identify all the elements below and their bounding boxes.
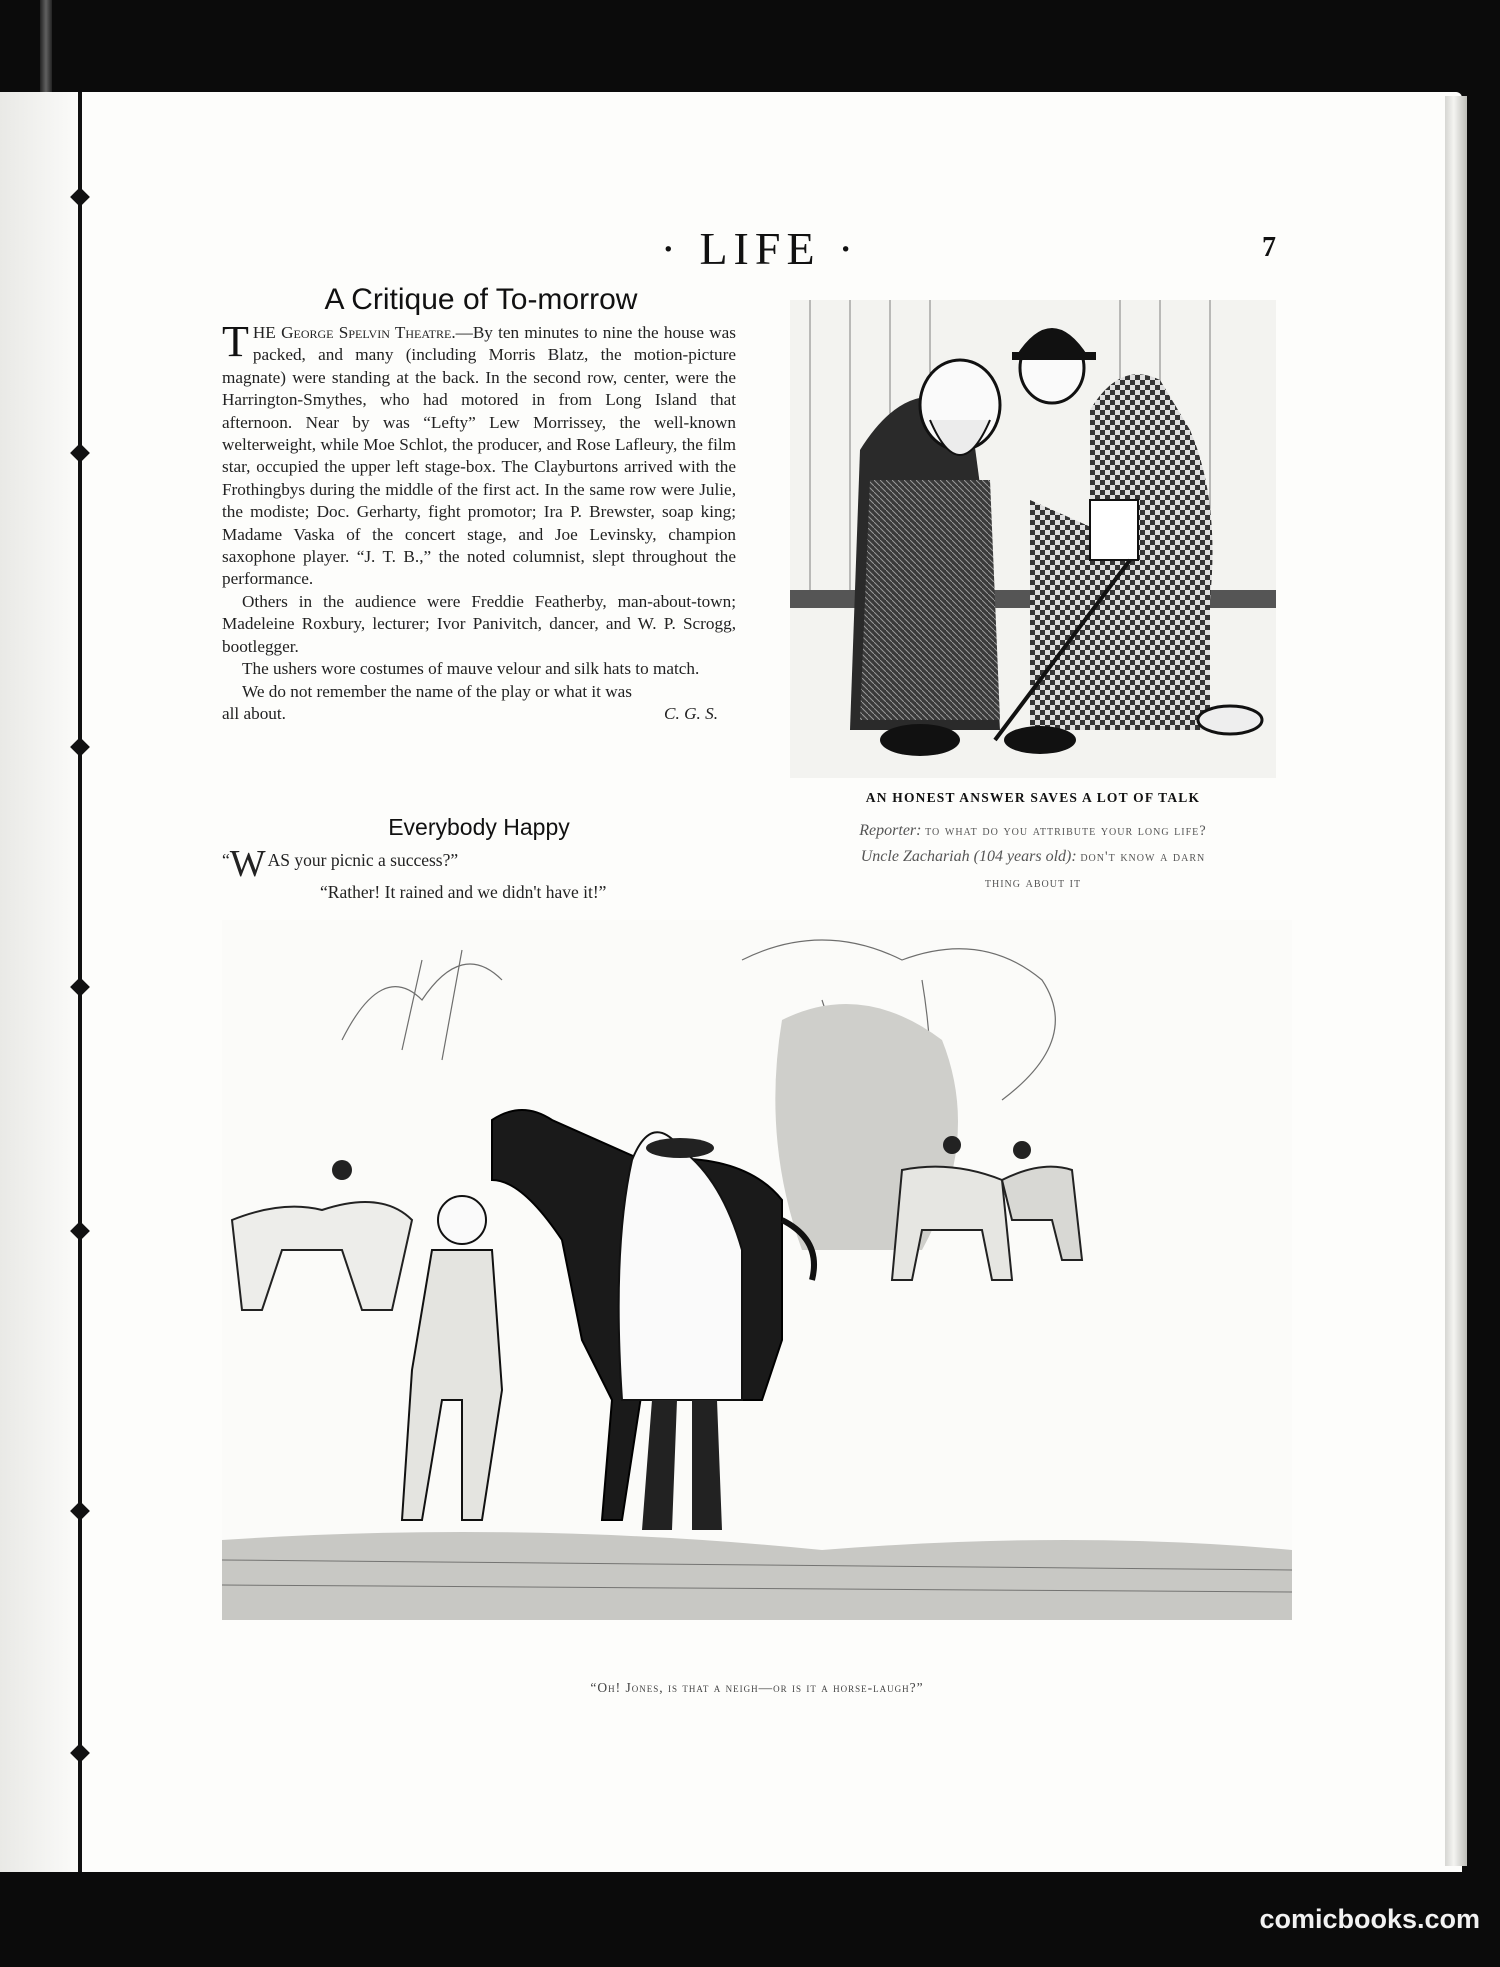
cartoon-old-man-illustration — [790, 300, 1276, 778]
theatre-name: HE George Spelvin Theatre. — [252, 323, 456, 342]
gutter-shade — [0, 92, 78, 1872]
article-paragraph-text: —By ten minutes to nine the house was packed, and many (including Morris Blatz, the motion-picture magnate) were standing at the back. In the second row, center, were the Harrington-Smythes, who had motored in from Long Island that afternoon. Near by was “Lefty” Lew Morrissey, the well-known welterweight, while Moe Schlot, the producer, and Rose Lafleury, the film star, occupied the upper left stage-box. The Clayburtons arrived with the Frothingbys during the middle of the first act. In the same row were Julie, the modiste; Doc. Gerharty, fight promotor; Ira P. Brewster, soap king; Madame Vaska of the concert stage, and Joe Levinsky, champion saxophone player. “J. T. B.,” the noted columnist, slept throughout the performance. — [222, 323, 736, 589]
cartoon-dialog — [790, 818, 1276, 896]
reporter-label: Reporter: — [859, 822, 922, 839]
article-paragraph: Others in the audience were Freddie Featherby, man-about-town; Madeleine Roxbury, lecturer; Ivor Panivitch, dancer, and W. P. Scrogg, bootlegger. — [222, 591, 736, 656]
uncle-line — [790, 844, 1276, 870]
page-edge — [1445, 96, 1467, 1866]
masthead: · LIFE · — [660, 223, 860, 274]
joke-title: Everybody Happy — [388, 814, 570, 840]
uncle-label: Uncle Zachariah (104 years old): — [860, 848, 1077, 865]
article-title: A Critique of To-morrow — [324, 283, 638, 316]
uncle-text-continued: thing about it — [984, 875, 1082, 891]
article-paragraph — [222, 317, 736, 591]
reporter-line — [790, 818, 1276, 844]
joke-question — [222, 843, 736, 885]
open-quote: “ — [222, 850, 230, 870]
site-watermark: comicbooks.com — [1259, 1904, 1480, 1934]
joke-answer: “Rather! It rained and we didn't have it!” — [320, 882, 607, 902]
reporter-text: to what do you attribute your long life? — [925, 823, 1207, 839]
page-number: 7 — [1262, 232, 1276, 263]
cartoon-caption: AN HONEST ANSWER SAVES A LOT OF TALK — [865, 790, 1201, 805]
binding-thread — [40, 0, 52, 92]
cartoon-caption: “Oh! Jones, is that a neigh—or is it a horse-laugh?” — [590, 1680, 924, 1695]
joke-question-text: AS your picnic a success?” — [267, 850, 459, 870]
article-signature: C. G. S. — [664, 703, 718, 723]
article-paragraph: The ushers wore costumes of mauve velour and silk hats to match. — [242, 659, 700, 679]
article-body — [222, 317, 736, 725]
article-paragraph: We do not remember the name of the play or what it was — [242, 681, 632, 701]
uncle-text: don't know a darn — [1080, 849, 1206, 865]
article-closing-text: all about. — [222, 703, 286, 723]
drop-cap: W — [229, 843, 266, 885]
article-closing-line — [222, 703, 736, 725]
cartoon-horse-illustration — [222, 920, 1292, 1620]
joke-body — [222, 843, 736, 904]
drop-cap: T — [222, 317, 249, 366]
